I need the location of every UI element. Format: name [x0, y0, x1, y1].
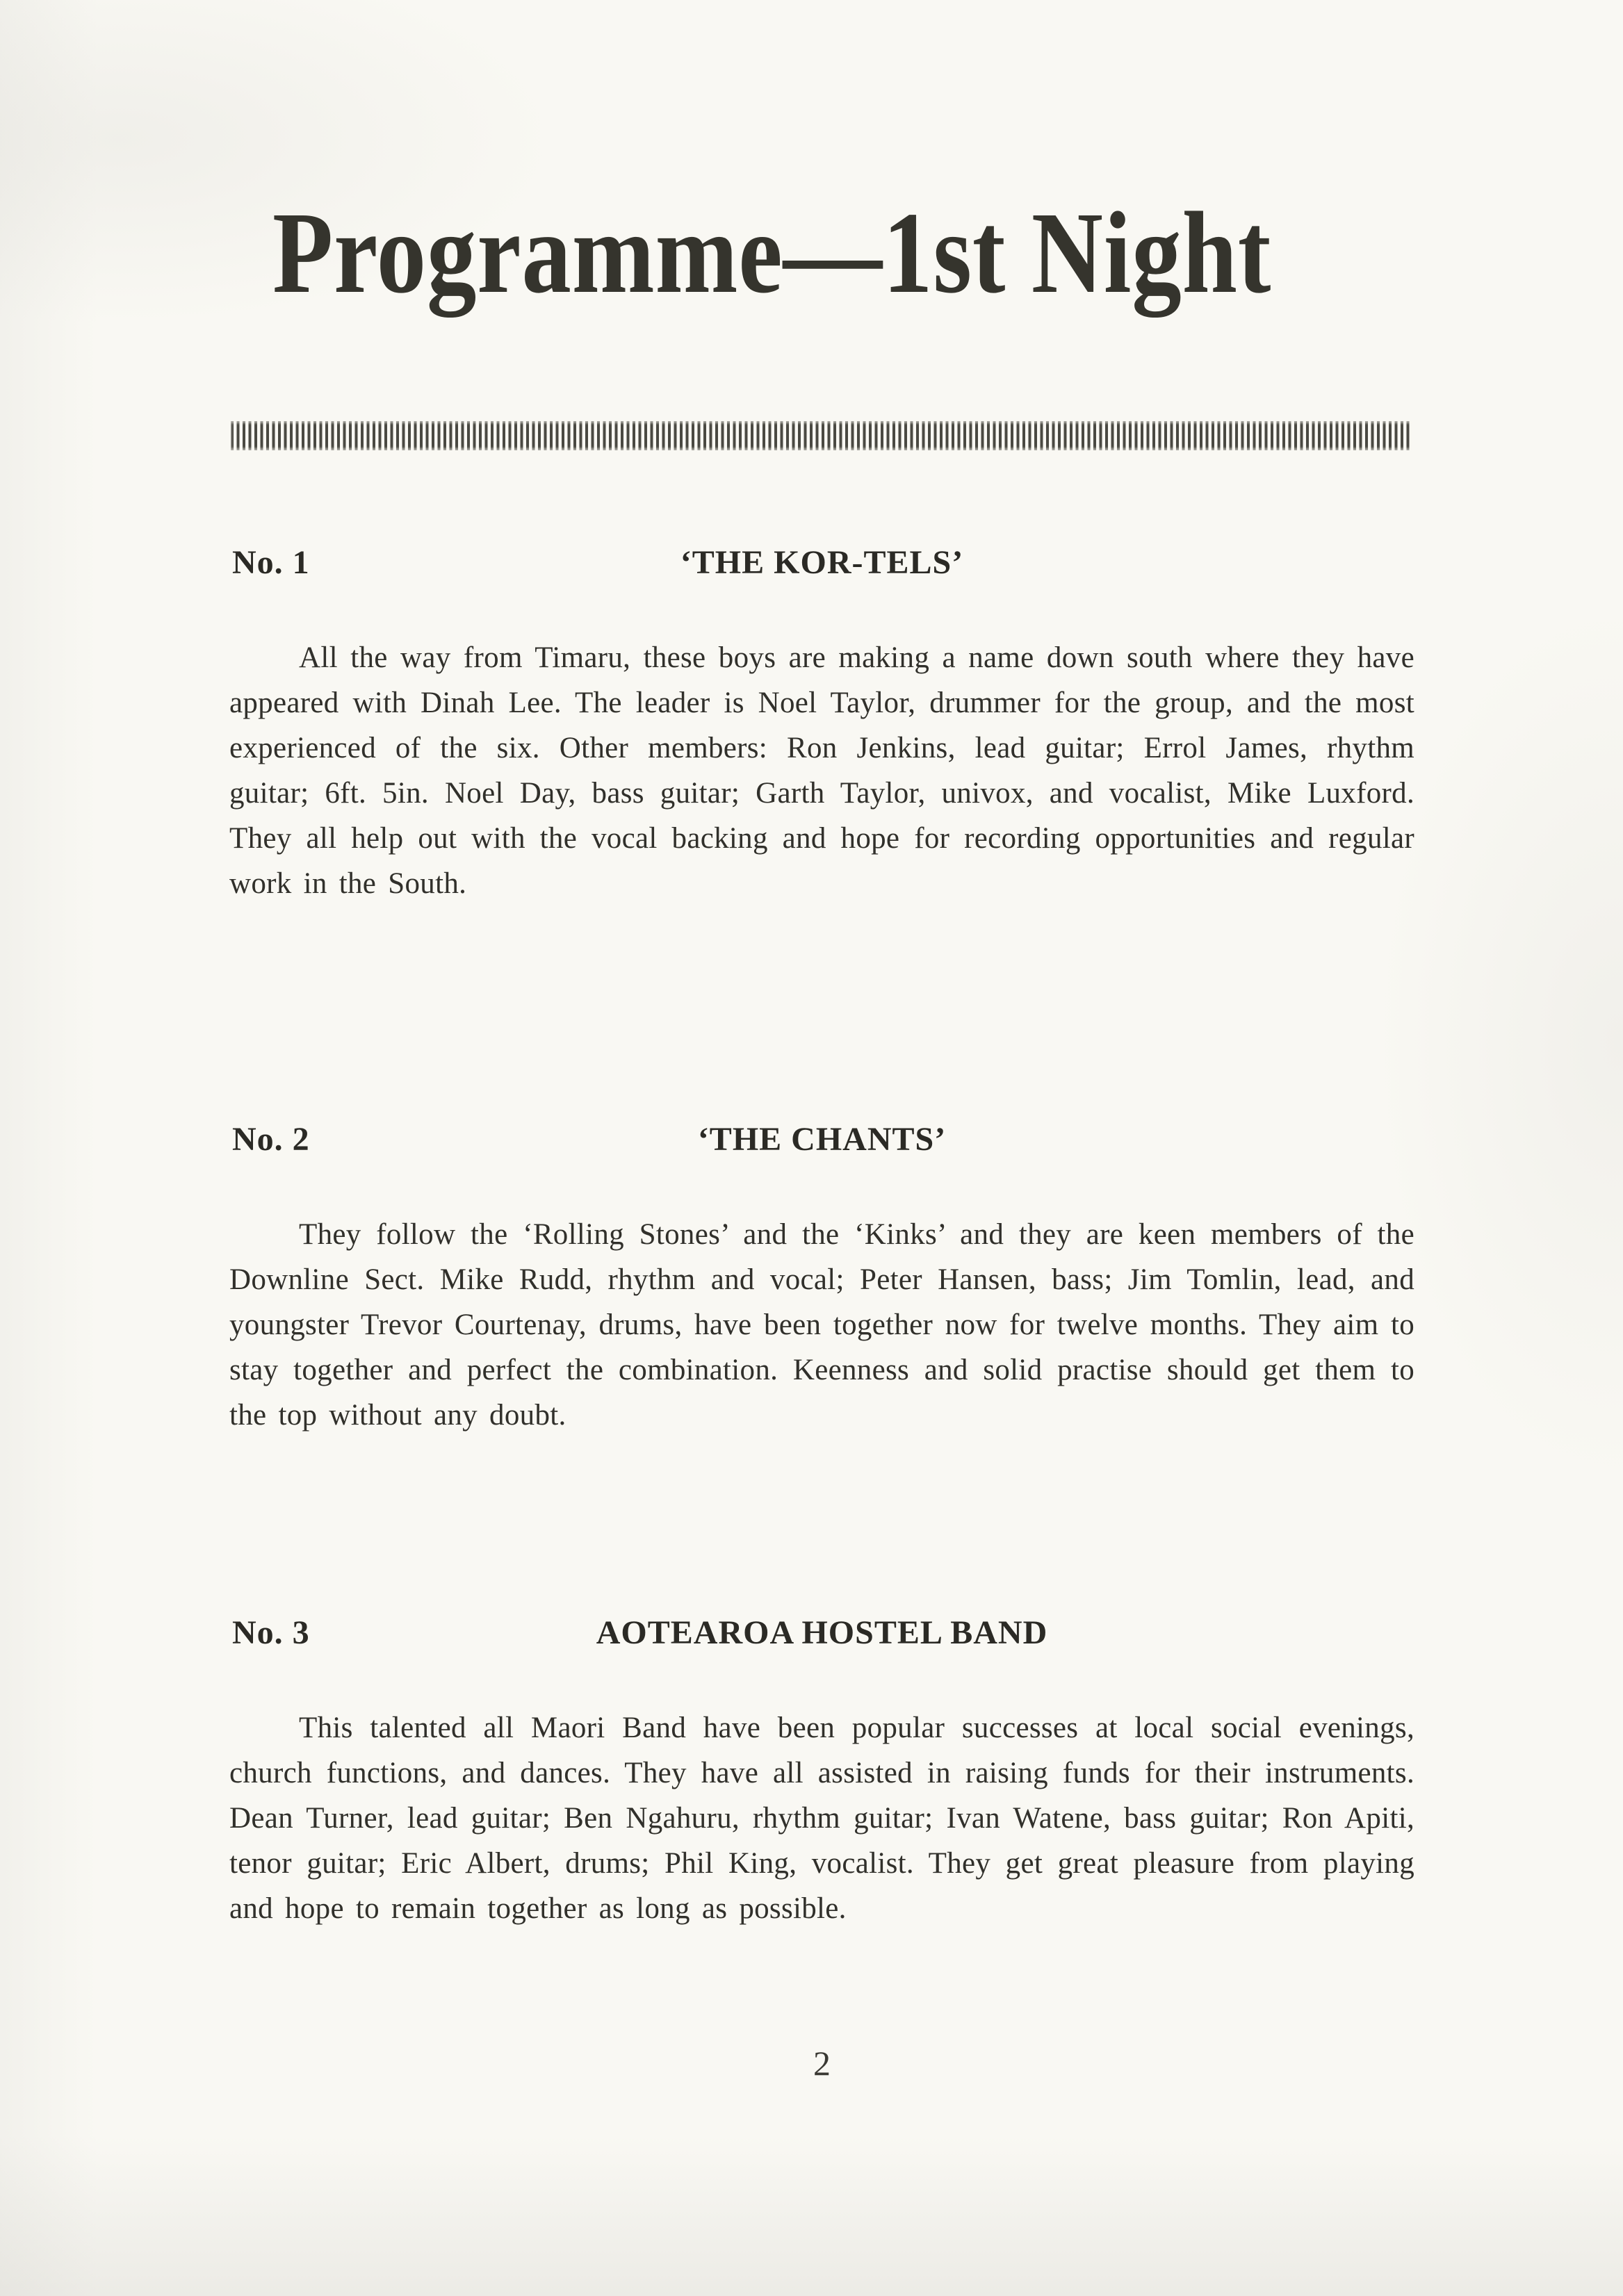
section-head [229, 1120, 1414, 1162]
section-heading: ‘THE KOR-TELS’ [680, 544, 964, 581]
section-body-text: All the way from Timaru, these boys are making a name down south where they have appeared with Dinah Lee. The leader is Noel Taylor, drummer for the group, and the most experienced of the six. Other members: Ron Jenkins, lead guitar; Errol James, rhythm guitar; 6ft. 5in. Noel Day, bass guitar; Garth Taylor, univox, and vocalist, Mike Luxford. They all help out with the vocal backing and hope for recording opportunities and regular work in the South. [229, 641, 1414, 900]
section-head [229, 543, 1414, 585]
section-body-text: They follow the ‘Rolling Stones’ and the ‘Kinks’ and they are keen members of the Downline Sect. Mike Rudd, rhythm and vocal; Peter Hansen, bass; Jim Tomlin, lead, and youngster Trevor Courtenay, drums, have been together now for twelve months. They aim to stay together and perfect the combination. Keenness and solid practise should get them to the top without any doubt. [229, 1218, 1414, 1432]
section-body-text: This talented all Maori Band have been popular successes at local social evenings, church functions, and dances. They have all assisted in raising funds for their instruments. Dean Turner, lead guitar; Ben Ngahuru, rhythm guitar; Ivan Watene, bass guitar; Ron Apiti, tenor guitar; Eric Albert, drums; Phil King, vocalist. They get great pleasure from playing and hope to remain together as long as possible. [229, 1712, 1414, 1925]
page-number: 2 [813, 2044, 831, 2083]
striped-divider [231, 421, 1412, 450]
section-head [229, 1614, 1414, 1655]
section-number: No. 3 [232, 1614, 310, 1651]
section-number: No. 1 [232, 544, 310, 581]
section-heading: AOTEAROA HOSTEL BAND [596, 1614, 1048, 1651]
section-aotearoa-hostel-band [229, 1614, 1414, 1931]
section-kor-tels [229, 543, 1414, 906]
section-chants [229, 1120, 1414, 1438]
section-heading: ‘THE CHANTS’ [697, 1121, 947, 1158]
page-title: Programme—1st Night [272, 188, 1272, 318]
section-number: No. 2 [232, 1121, 310, 1158]
